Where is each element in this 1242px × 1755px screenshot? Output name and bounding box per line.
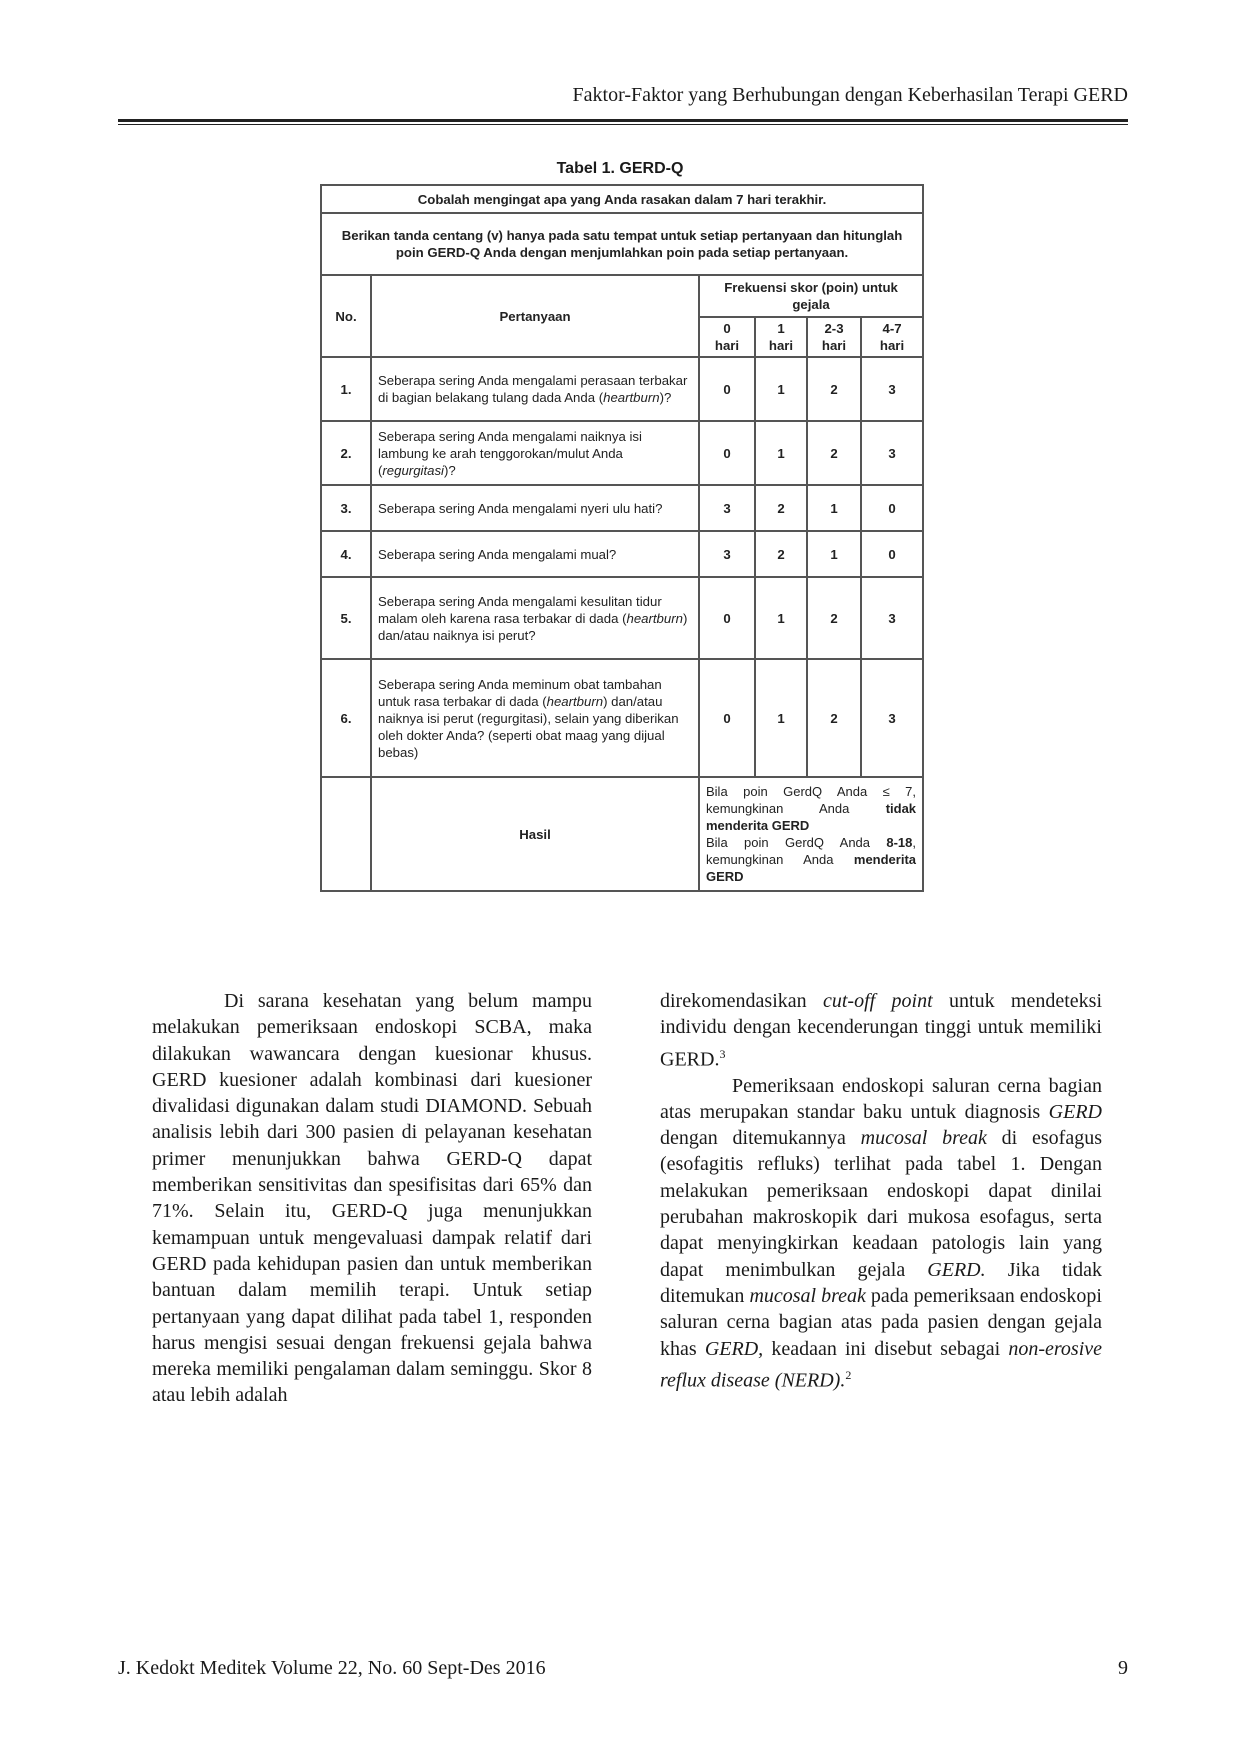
col-header-question: Pertanyaan (371, 275, 699, 357)
table-row (321, 421, 923, 485)
score-cell: 2 (755, 485, 807, 531)
score-cell: 3 (699, 485, 755, 531)
score-cell: 2 (807, 577, 861, 659)
page-number: 9 (1118, 1657, 1128, 1679)
col-header-frequency: Frekuensi skor (poin) untuk gejala (699, 275, 923, 317)
question-text: Seberapa sering Anda meminum obat tambahan untuk rasa terbakar di dada (heartburn) dan/atau naiknya isi perut (regurgitasi), selain yang diberikan oleh dokter Anda? (seperti obat maag yang dijual bebas) (371, 659, 699, 777)
score-cell: 0 (699, 357, 755, 421)
header-rule (118, 119, 1128, 122)
score-cell: 3 (861, 421, 923, 485)
score-cell: 1 (755, 421, 807, 485)
freq-col-1: 1 hari (755, 317, 807, 357)
row-number: 4. (321, 531, 371, 577)
score-cell: 0 (699, 577, 755, 659)
score-cell: 3 (861, 577, 923, 659)
question-text: Seberapa sering Anda mengalami naiknya isi lambung ke arah tenggorokan/mulut Anda (regurgitasi)? (371, 421, 699, 485)
row-number: 3. (321, 485, 371, 531)
score-cell: 0 (699, 421, 755, 485)
row-number: 5. (321, 577, 371, 659)
citation-ref: 2 (845, 1367, 852, 1382)
table-row (321, 659, 923, 777)
right-paragraph-1: direkomendasikan cut-off point untuk mendeteksi individu dengan kecenderungan tinggi untuk memiliki GERD.$^3$ (660, 990, 1102, 1071)
score-cell: 1 (755, 577, 807, 659)
table-row (321, 531, 923, 577)
table-intro-1: Cobalah mengingat apa yang Anda rasakan dalam 7 hari terakhir. (321, 185, 923, 213)
result-empty-cell (321, 777, 371, 891)
score-cell: 2 (755, 531, 807, 577)
row-number: 6. (321, 659, 371, 777)
footer-journal: J. Kedokt Meditek Volume 22, No. 60 Sept-Des 2016 (118, 1657, 546, 1679)
table-row (321, 357, 923, 421)
table-row (321, 577, 923, 659)
right-paragraph-2: Pemeriksaan endoskopi saluran cerna bagian atas merupakan standar baku untuk diagnosis GERD dengan ditemukannya mucosal break di esofagus (esofagitis refluks) terlihat pada tabel 1. Dengan melakukan pemeriksaan endoskopi dapat dinilai perubahan makroskopik dari mukosa esofagus, serta dapat menyingkirkan keadaan patologis lain yang dapat menimbulkan gejala GERD. Jika tidak ditemukan mucosal break pada pemeriksaan endoskopi saluran cerna bagian atas pada pasien dengan gejala khas GERD, keadaan ini disebut sebagai non-erosive reflux disease (NERD).$^2$ (660, 1074, 1102, 1392)
freq-col-3: 4-7 hari (861, 317, 923, 357)
col-header-no: No. (321, 275, 371, 357)
score-cell: 3 (699, 531, 755, 577)
table-intro-2: Berikan tanda centang (v) hanya pada satu tempat untuk setiap pertanyaan dan hitunglah poin GERD-Q Anda dengan menjumlahkan poin pada setiap pertanyaan. (321, 213, 923, 275)
score-cell: 2 (807, 421, 861, 485)
citation-ref: 3 (719, 1046, 726, 1061)
question-text: Seberapa sering Anda mengalami nyeri ulu hati? (371, 485, 699, 531)
result-text: Bila poin GerdQ Anda ≤ 7, kemungkinan Anda tidak menderita GERD Bila poin GerdQ Anda 8-18, kemungkinan Anda menderita GERD (699, 777, 923, 891)
running-head: Faktor-Faktor yang Berhubungan dengan Keberhasilan Terapi GERD (572, 84, 1128, 106)
left-column (152, 988, 592, 1409)
left-paragraph: Di sarana kesehatan yang belum mampu melakukan pemeriksaan endoskopi SCBA, maka dilakukan wawancara dengan kuesionar khusus. GERD kuesioner adalah kombinasi dari kuesioner divalidasi digunakan dalam studi DIAMOND. Sebuah analisis lebih dari 300 pasien di pelayanan kesehatan primer menunjukkan bahwa GERD-Q dapat memberikan sensitivitas dan spesifisitas dari 65% dan 71%. Selain itu, GERD-Q juga menunjukkan kemampuan untuk mengevaluasi dampak relatif dari GERD pada kehidupan pasien dan untuk memberikan bantuan dalam memilih terapi. Untuk setiap pertanyaan yang dapat dilihat pada tabel 1, responden harus mengisi sesuai dengan frekuensi gejala bahwa mereka memiliki pengalaman dalam seminggu. Skor 8 atau lebih adalah (152, 990, 592, 1407)
score-cell: 0 (861, 531, 923, 577)
table-row-result (321, 777, 923, 891)
score-cell: 0 (699, 659, 755, 777)
score-cell: 1 (755, 357, 807, 421)
score-cell: 2 (807, 357, 861, 421)
score-cell: 1 (807, 485, 861, 531)
question-text: Seberapa sering Anda mengalami perasaan terbakar di bagian belakang tulang dada Anda (heartburn)? (371, 357, 699, 421)
score-cell: 3 (861, 357, 923, 421)
freq-col-0: 0 hari (699, 317, 755, 357)
gerdq-table (320, 184, 924, 892)
score-cell: 0 (861, 485, 923, 531)
question-text: Seberapa sering Anda mengalami kesulitan tidur malam oleh karena rasa terbakar di dada (heartburn) dan/atau naiknya isi perut? (371, 577, 699, 659)
row-number: 2. (321, 421, 371, 485)
score-cell: 1 (807, 531, 861, 577)
score-cell: 1 (755, 659, 807, 777)
table-row (321, 485, 923, 531)
row-number: 1. (321, 357, 371, 421)
question-text: Seberapa sering Anda mengalami mual? (371, 531, 699, 577)
result-label: Hasil (371, 777, 699, 891)
table-title: Tabel 1. GERD-Q (556, 160, 684, 177)
right-column (660, 988, 1102, 1394)
freq-col-2: 2-3 hari (807, 317, 861, 357)
header-rule-thin (118, 124, 1128, 125)
score-cell: 3 (861, 659, 923, 777)
score-cell: 2 (807, 659, 861, 777)
